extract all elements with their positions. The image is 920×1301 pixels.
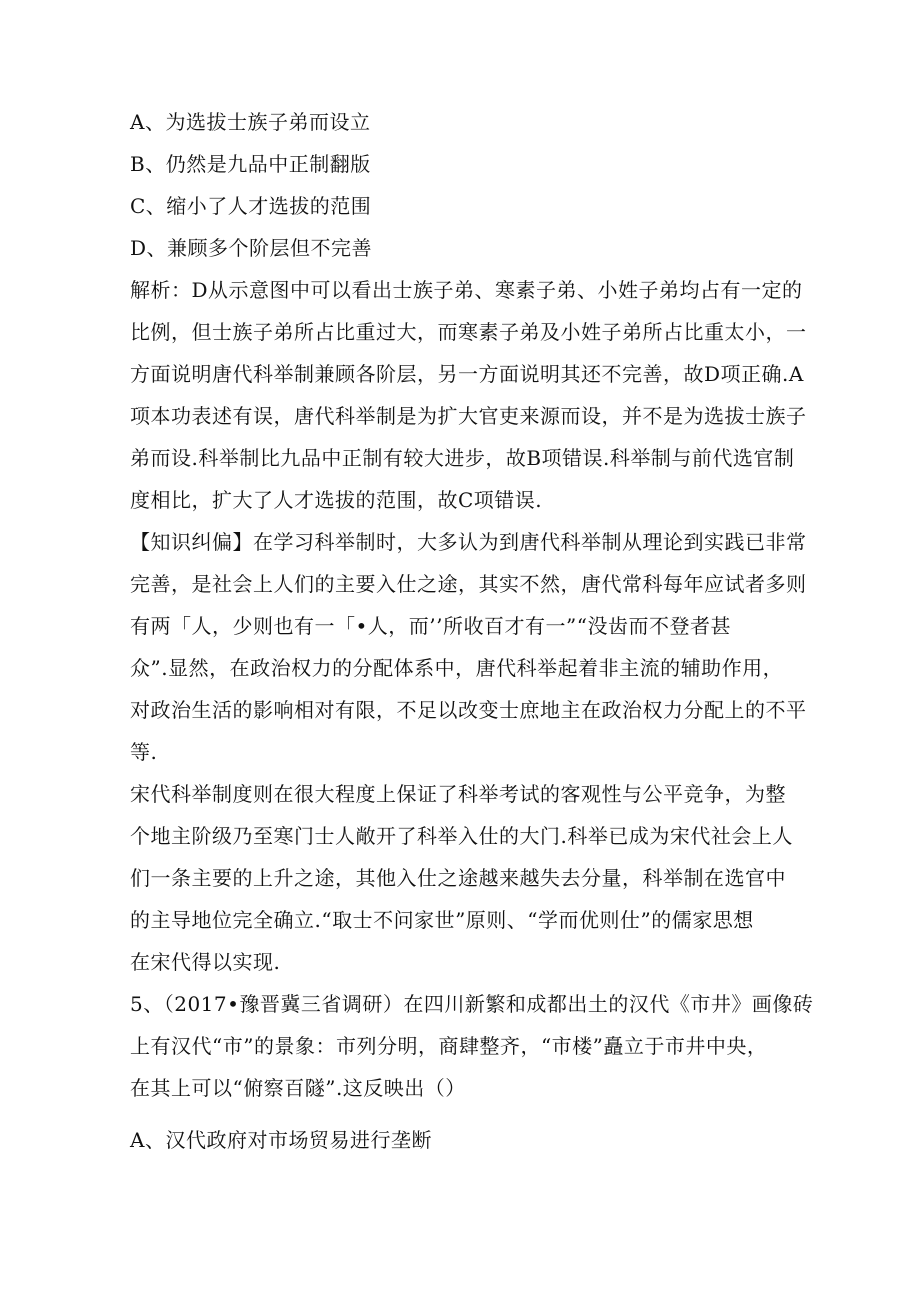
song-line: 们一条主要的上升之途，其他入仕之途越来越失去分量，科举制在选官中 [130,866,786,890]
option-c: C、缩小了人才选拔的范围 [130,194,372,218]
option-a-question5: A、汉代政府对市场贸易进行垄断 [130,1128,432,1152]
analysis-line: 度相比，扩大了人才选拔的范围，故C项错误. [130,488,543,512]
note-line: 等. [130,740,158,764]
question-line: 上有汉代“市”的景象：市列分明，商肆整齐，“市楼”矗立于市井中央， [130,1034,768,1058]
song-line: 的主导地位完全确立.“取士不问家世”原则、“学而优则仕”的儒家思想 [130,908,754,932]
analysis-line: 解析：D从示意图中可以看出士族子弟、寒素子弟、小姓子弟均占有一定的 [130,278,803,302]
song-line: 宋代科举制度则在很大程度上保证了科举考试的客观性与公平竞争，为整 [130,782,786,806]
song-line: 个地主阶级乃至寒门士人敞开了科举入仕的大门.科举已成为宋代社会上人 [130,824,793,848]
note-line: 完善，是社会上人们的主要入仕之途，其实不然，唐代常科每年应试者多则 [130,572,807,596]
note-line: 众”.显然，在政治权力的分配体系中，唐代科举起着非主流的辅助作用， [130,656,784,680]
note-line: 对政治生活的影响相对有限，不足以改变士庶地主在政治权力分配上的不平 [130,698,807,722]
note-line: 【知识纠偏】在学习科举制时，大多认为到唐代科举制从理论到实践已非常 [130,530,807,554]
analysis-line: 项本功表述有误，唐代科举制是为扩大官吏来源而设，并不是为选拔士族子 [130,404,807,428]
option-b: B、仍然是九品中正制翻版 [130,152,371,176]
analysis-line: 比例，但士族子弟所占比重过大，而寒素子弟及小姓子弟所占比重太小，一 [130,320,807,344]
analysis-line: 方面说明唐代科举制兼顾各阶层，另一方面说明其还不完善，故D项正确.A [130,362,804,386]
song-line: 在宋代得以实现. [130,950,281,974]
question-line: 在其上可以“俯察百隧”.这反映出（） [130,1076,466,1100]
question-line: 5、（2017•豫晋冀三省调研）在四川新繁和成都出土的汉代《市井》画像砖 [130,992,814,1016]
analysis-line: 弟而设.科举制比九品中正制有较大进步，故B项错误.科举制与前代选官制 [130,446,795,470]
option-d: D、兼顾多个阶层但不完善 [130,236,373,260]
note-line: 有两「人，少则也有一「•人，而’’所收百才有一”“没齿而不登者甚 [130,614,731,638]
option-a: A、为选拔士族子弟而设立 [130,110,371,134]
